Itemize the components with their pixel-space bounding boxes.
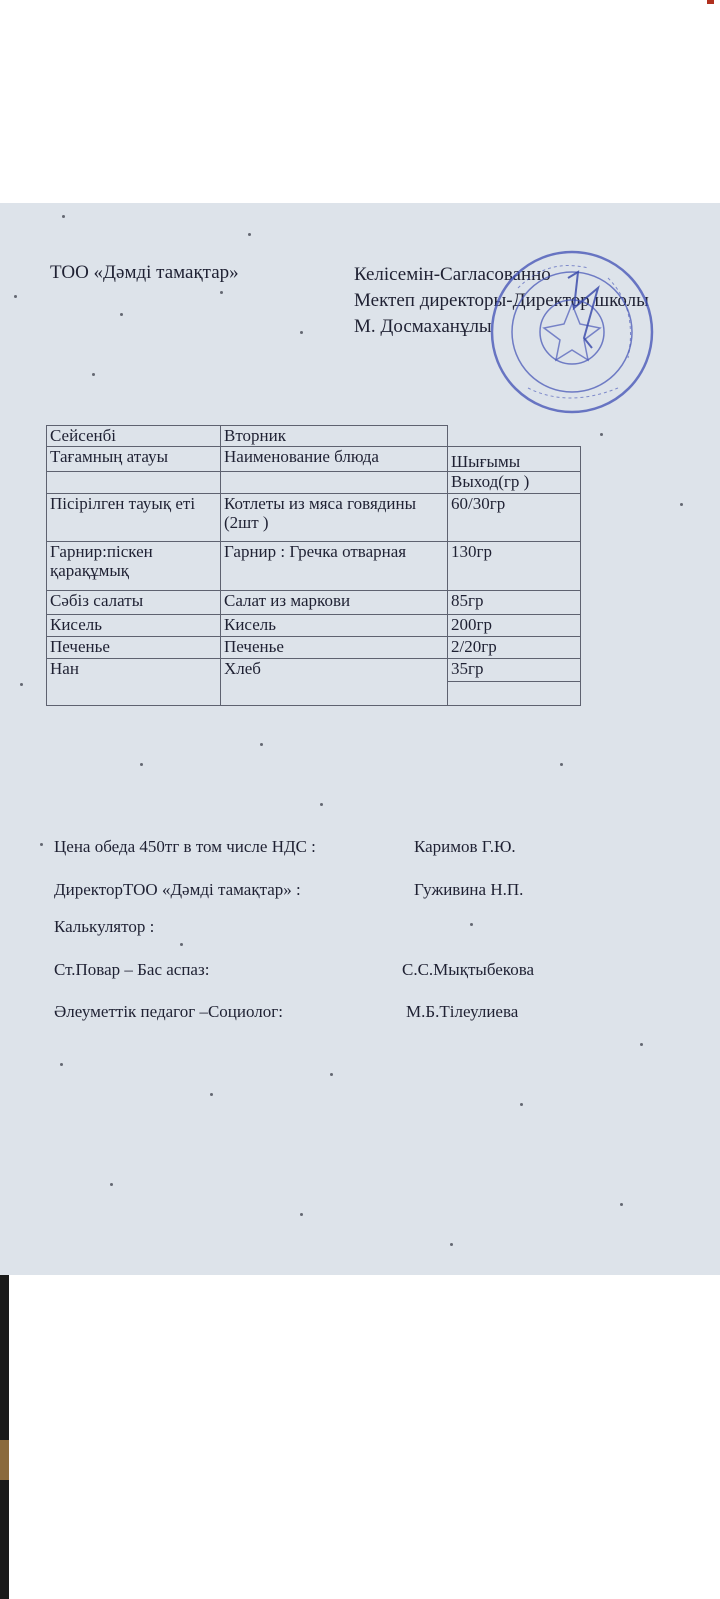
dish-kz: Пісірілген тауық еті xyxy=(47,494,221,542)
director-signatory: Гуживина Н.П. xyxy=(414,880,524,899)
calculator-label: Калькулятор : xyxy=(54,917,155,936)
header-dish-ru: Наименование блюда xyxy=(221,447,448,472)
photo-edge-detail xyxy=(0,1440,9,1480)
social-pedagogue-label: Әлеуметтік педагог –Социолог: xyxy=(54,1002,283,1021)
dish-kz: Нан xyxy=(47,659,221,706)
dish-yield: 85гр xyxy=(448,591,581,615)
dish-yield: 130гр xyxy=(448,542,581,591)
dish-yield: 35гр xyxy=(448,659,581,682)
cook-label: Ст.Повар – Бас аспаз: xyxy=(54,960,210,979)
price-label: Цена обеда 450тг в том числе НДС : xyxy=(54,837,316,856)
dish-kz: Сәбіз салаты xyxy=(47,591,221,615)
dish-ru: Кисель xyxy=(221,615,448,637)
dish-kz: Гарнир:піскен қарақұмық xyxy=(47,542,221,591)
dish-yield: 2/20гр xyxy=(448,637,581,659)
dish-kz: Печенье xyxy=(47,637,221,659)
header-yield-ru: Выход(гр ) xyxy=(448,472,581,494)
table-row xyxy=(47,637,581,659)
price-signatory: Каримов Г.Ю. xyxy=(414,837,516,856)
official-seal-stamp xyxy=(488,248,656,416)
table-row xyxy=(47,591,581,615)
photo-edge xyxy=(0,1275,9,1599)
cook-signatory: С.С.Мықтыбекова xyxy=(402,960,535,979)
header-dish-kz: Тағамның атауы xyxy=(47,447,221,472)
dish-yield: 60/30гр xyxy=(448,494,581,542)
dish-ru: Салат из маркови xyxy=(221,591,448,615)
table-row xyxy=(47,659,581,682)
table-row xyxy=(47,615,581,637)
approval-line-1: Келісемін-Сагласованно xyxy=(354,264,551,285)
day-ru: Вторник xyxy=(221,426,448,447)
header-yield-kz: Шығымы xyxy=(448,447,581,472)
dish-ru: Котлеты из мяса говядины (2шт ) xyxy=(221,494,448,542)
corner-mark xyxy=(707,0,714,4)
director-label: ДиректорТОО «Дәмді тамақтар» : xyxy=(54,880,301,899)
dish-kz: Кисель xyxy=(47,615,221,637)
dish-ru: Хлеб xyxy=(221,659,448,706)
dish-yield: 200гр xyxy=(448,615,581,637)
dish-ru: Гарнир : Гречка отварная xyxy=(221,542,448,591)
day-kz: Сейсенбі xyxy=(47,426,221,447)
table-row xyxy=(47,494,581,542)
approval-line-2: Мектеп директоры-Директор школы xyxy=(354,290,649,311)
company-name: ТОО «Дәмді тамақтар» xyxy=(50,262,239,283)
table-row xyxy=(47,542,581,591)
dish-ru: Печенье xyxy=(221,637,448,659)
menu-table xyxy=(46,425,581,706)
approval-line-3: М. Досмаханұлы xyxy=(354,316,492,337)
social-pedagogue-signatory: М.Б.Тілеулиева xyxy=(406,1002,519,1021)
